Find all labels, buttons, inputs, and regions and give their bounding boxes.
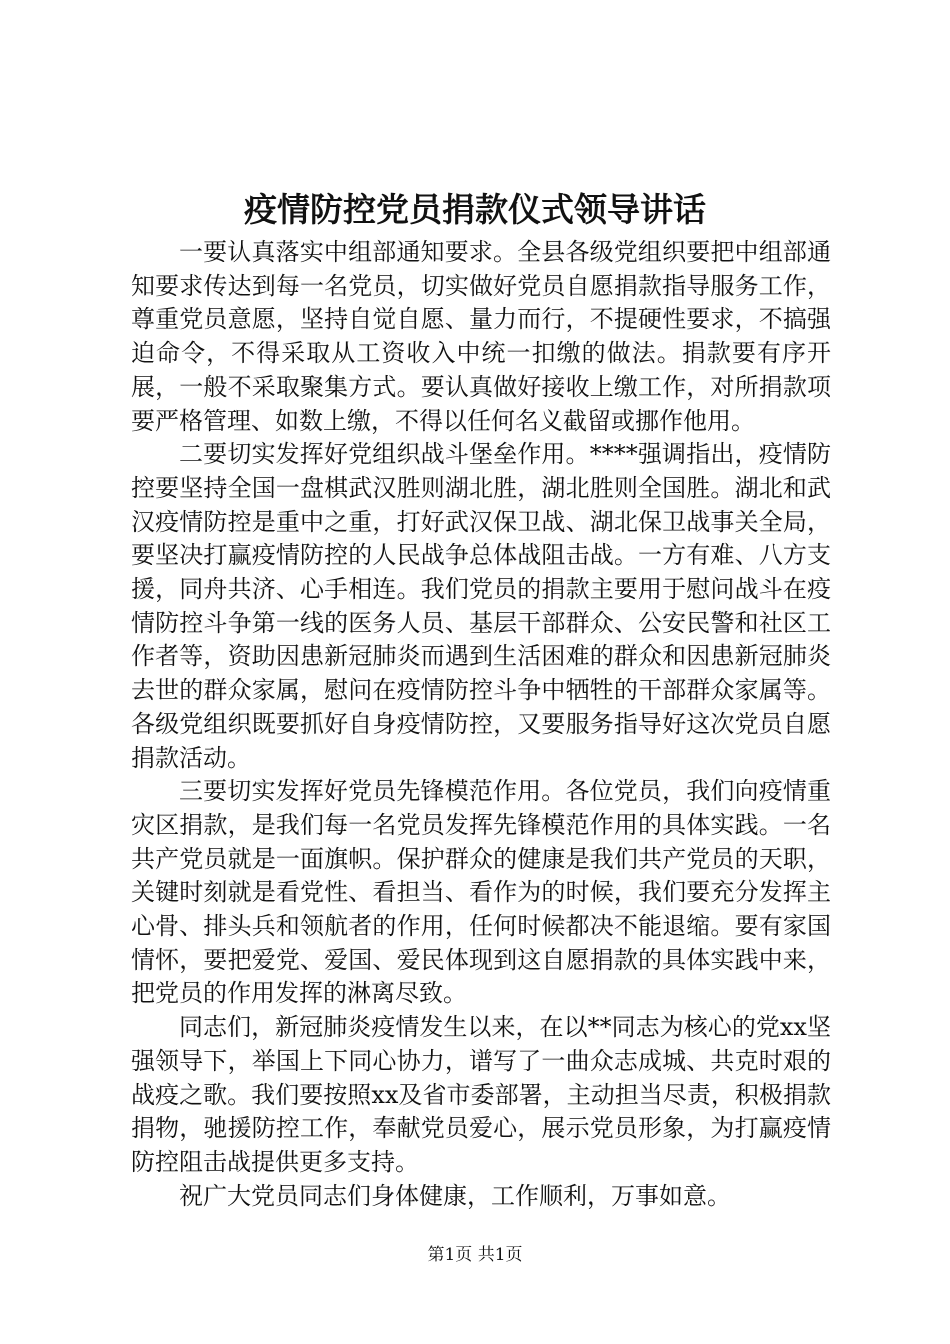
page-footer: 第1页 共1页: [427, 1245, 523, 1265]
paragraph-1: 一要认真落实中组部通知要求。全县各级党组织要把中组部通知要求传达到每一名党员，切实做好党员自愿捐款指导服务工作，尊重党员意愿，坚持自觉自愿、量力而行，不提硬性要求，不搞强迫命令，不得采取从工资收入中统一扣缴的做法。捐款要有序开展，一般不采取聚集方式。要认真做好接收上缴工作，对所捐款项要严格管理、如数上缴，不得以任何名义截留或挪作他用。: [131, 238, 831, 435]
paragraph-5: 祝广大党员同志们身体健康，工作顺利，万事如意。: [179, 1181, 731, 1210]
paragraph-3: 三要切实发挥好党员先锋模范作用。各位党员，我们向疫情重灾区捐款，是我们每一名党员发挥先锋模范作用的具体实践。一名共产党员就是一面旗帜。保护群众的健康是我们共产党员的天职，关键时刻就是看党性、看担当、看作为的时候，我们要充分发挥主心骨、排头兵和领航者的作用，任何时候都决不能退缩。要有家国情怀，要把爱党、爱国、爱民体现到这自愿捐款的具体实践中来，把党员的作用发挥的淋离尽致。: [131, 777, 831, 1008]
paragraph-4: 同志们，新冠肺炎疫情发生以来，在以**同志为核心的党xx坚强领导下，举国上下同心协力，谱写了一曲众志成城、共克时艰的战疫之歌。我们要按照xx及省市委部署，主动担当尽责，积极捐款捐物，驰援防控工作，奉献党员爱心，展示党员形象，为打赢疫情防控阻击战提供更多支持。: [131, 1013, 831, 1176]
document-title: 疫情防控党员捐款仪式领导讲话: [244, 190, 706, 229]
paragraph-2: 二要切实发挥好党组织战斗堡垒作用。****强调指出，疫情防控要坚持全国一盘棋武汉胜则湖北胜，湖北胜则全国胜。湖北和武汉疫情防控是重中之重，打好武汉保卫战、湖北保卫战事关全局，要坚决打赢疫情防控的人民战争总体战阻击战。一方有难、八方支援，同舟共济、心手相连。我们党员的捐款主要用于慰问战斗在疫情防控斗争第一线的医务人员、基层干部群众、公安民警和社区工作者等，资助因患新冠肺炎而遇到生活困难的群众和因患新冠肺炎去世的群众家属，慰问在疫情防控斗争中牺牲的干部群众家属等。各级党组织既要抓好自身疫情防控，又要服务指导好这次党员自愿捐款活动。: [131, 440, 831, 772]
document-body: [131, 236, 831, 1213]
